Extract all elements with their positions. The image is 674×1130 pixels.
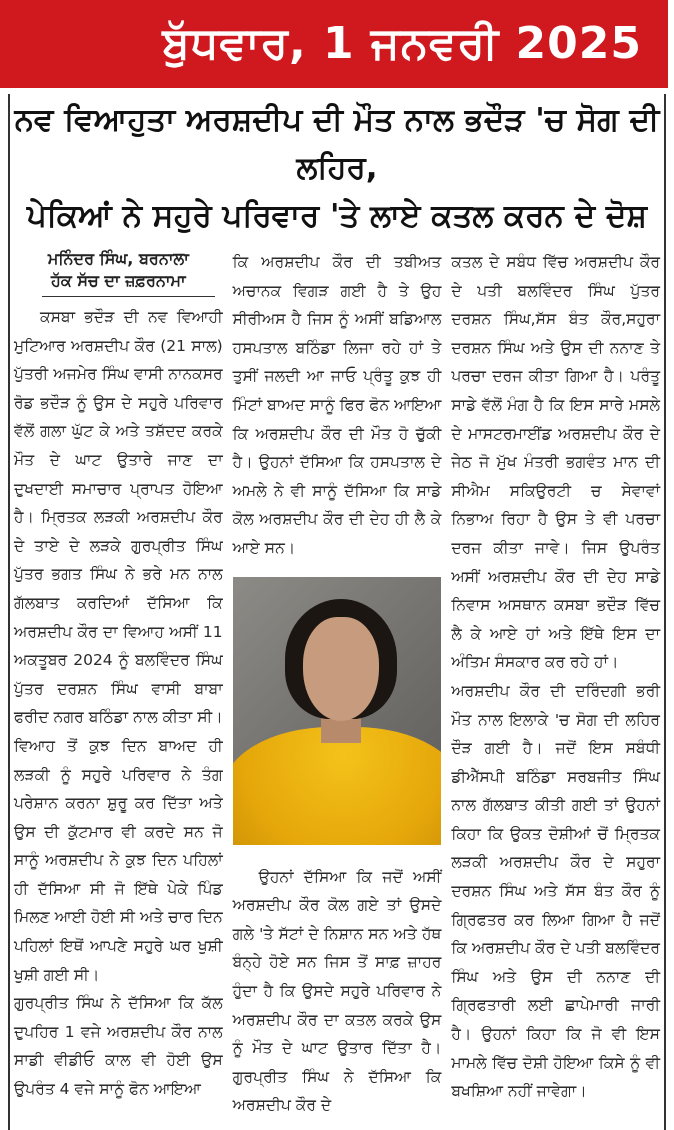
- headline-line-1: ਨਵ ਵਿਆਹੁਤਾ ਅਰਸ਼ਦੀਪ ਦੀ ਮੌਤ ਨਾਲ ਭਦੌੜ 'ਚ ਸੋਗ ਦੀ ਲਹਿਰ,: [14, 102, 660, 186]
- paragraph: ਕਿ ਅਰਸ਼ਦੀਪ ਕੌਰ ਦੀ ਤਬੀਅਤ ਅਚਾਨਕ ਵਿਗੜ ਗਈ ਹੈ ਤੇ ਉਹ ਸੀਰੀਅਸ ਹੈ ਜਿਸ ਨੂੰ ਅਸੀਂ ਬਡਿਆਲ ਹਸਪਤਾਲ ਬਠਿੰਡਾ ਲਿਜਾ ਰਹੇ ਹਾਂ ਤੇ ਤੁਸੀਂ ਜਲਦੀ ਆ ਜਾਓ ਪ੍ਰੰਤੂ ਕੁਝ ਹੀ ਮਿੰਟਾਂ ਬਾਅਦ ਸਾਨੂੰ ਫਿਰ ਫੋਨ ਆਇਆ ਕਿ ਅਰਸ਼ਦੀਪ ਕੌਰ ਦੀ ਮੌਤ ਹੋ ਚੁੱਕੀ ਹੈ। ਉਹਨਾਂ ਦੱਸਿਆ ਕਿ ਹਸਪਤਾਲ ਦੇ ਅਮਲੇ ਨੇ ਵੀ ਸਾਨੂੰ ਦੱਸਿਆ ਕਿ ਸਾਡੇ ਕੋਲ ਅਰਸ਼ਦੀਪ ਕੌਰ ਦੀ ਦੇਹ ਹੀ ਲੈ ਕੇ ਆਏ ਸਨ।: [232, 253, 442, 557]
- paragraph: ਗੁਰਪ੍ਰੀਤ ਸਿੰਘ ਨੇ ਦੱਸਿਆ ਕਿ ਕੱਲ ਦੁਪਹਿਰ 1 ਵਜੇ ਅਰਸ਼ਦੀਪ ਕੌਰ ਨਾਲ ਸਾਡੀ ਵੀਡੀਓ ਕਾਲ ਵੀ ਹੋਈ ਉਸ ਉਪਰੰਤ 4 ਵਜੇ ਸਾਨੂੰ ਫੋਨ ਆਇਆ: [14, 994, 223, 1099]
- paragraph: ਕਸਬਾ ਭਦੌੜ ਦੀ ਨਵ ਵਿਆਹੀ ਮੁਟਿਆਰ ਅਰਸ਼ਦੀਪ ਕੌਰ (21 ਸਾਲ) ਪੁੱਤਰੀ ਅਜਮੇਰ ਸਿੰਘ ਵਾਸੀ ਨਾਨਕਸਰ ਰੋਡ ਭਦੌੜ ਨੂੰ ਉਸ ਦੇ ਸਹੁਰੇ ਪਰਿਵਾਰ ਵੱਲੋਂ ਗਲਾ ਘੁੱਟ ਕੇ ਅਤੇ ਤਸ਼ੱਦਦ ਕਰਕੇ ਮੌਤ ਦੇ ਘਾਟ ਉਤਾਰੇ ਜਾਣ ਦਾ ਦੁਖਦਾਈ ਸਮਾਚਾਰ ਪ੍ਰਾਪਤ ਹੋਇਆ ਹੈ। ਮ੍ਰਿਤਕ ਲੜਕੀ ਅਰਸ਼ਦੀਪ ਕੌਰ ਦੇ ਤਾਏ ਦੇ ਲੜਕੇ ਗੁਰਪ੍ਰੀਤ ਸਿੰਘ ਪੁੱਤਰ ਭਗਤ ਸਿੰਘ ਨੇ ਭਰੇ ਮਨ ਨਾਲ ਗੱਲਬਾਤ ਕਰਦਿਆਂ ਦੱਸਿਆ ਕਿ ਅਰਸ਼ਦੀਪ ਕੌਰ ਦਾ ਵਿਆਹ ਅਸੀਂ 11 ਅਕਤੂਬਰ 2024 ਨੂੰ ਬਲਵਿੰਦਰ ਸਿੰਘ ਪੁੱਤਰ ਦਰਸ਼ਨ ਸਿੰਘ ਵਾਸੀ ਬਾਬਾ ਫਰੀਦ ਨਗਰ ਬਠਿੰਡਾ ਨਾਲ ਕੀਤਾ ਸੀ। ਵਿਆਹ ਤੋਂ ਕੁਝ ਦਿਨ ਬਾਅਦ ਹੀ ਲੜਕੀ ਨੂੰ ਸਹੁਰੇ ਪਰਿਵਾਰ ਨੇ ਤੰਗ ਪਰੇਸ਼ਾਨ ਕਰਨਾ ਸ਼ੁਰੂ ਕਰ ਦਿੱਤਾ ਅਤੇ ਉਸ ਦੀ ਕੁੱਟਮਾਰ ਵੀ ਕਰਦੇ ਸਨ ਜੋ ਸਾਨੂੰ ਅਰਸ਼ਦੀਪ ਨੇ ਕੁਝ ਦਿਨ ਪਹਿਲਾਂ ਹੀ ਦੱਸਿਆ ਸੀ ਜੋ ਇੱਥੇ ਪੇਕੇ ਪਿੰਡ ਮਿਲਣ ਆਈ ਹੋਈ ਸੀ ਅਤੇ ਚਾਰ ਦਿਨ ਪਹਿਲਾਂ ਇਥੋਂ ਆਪਣੇ ਸਹੁਰੇ ਘਰ ਖੁਸ਼ੀ ਖੁਸ਼ੀ ਗਈ ਸੀ।: [14, 308, 223, 984]
- headline-line-2: ਪੇਕਿਆਂ ਨੇ ਸਹੁਰੇ ਪਰਿਵਾਰ 'ਤੇ ਲਾਏ ਕਤਲ ਕਰਨ ਦੇ ਦੋਸ਼: [26, 198, 648, 234]
- headline: [14, 94, 660, 240]
- date-banner: [0, 0, 668, 88]
- article-columns: [14, 248, 660, 1120]
- article-frame: [8, 94, 666, 1130]
- paragraph: ਕਤਲ ਦੇ ਸਬੰਧ ਵਿੱਚ ਅਰਸ਼ਦੀਪ ਕੌਰ ਦੇ ਪਤੀ ਬਲਵਿੰਦਰ ਸਿੰਘ ਪੁੱਤਰ ਦਰਸ਼ਨ ਸਿੰਘ,ਸੱਸ ਬੰਤ ਕੌਰ,ਸਹੁਰਾ ਦਰਸ਼ਨ ਸਿੰਘ ਅਤੇ ਉਸ ਦੀ ਨਨਾਣ ਤੇ ਪਰਚਾ ਦਰਜ ਕੀਤਾ ਗਿਆ ਹੈ। ਪਰੰਤੂ ਸਾਡੇ ਵੱਲੋਂ ਮੰਗ ਹੈ ਕਿ ਇਸ ਸਾਰੇ ਮਸਲੇ ਦੇ ਮਾਸਟਰਮਾਈਂਡ ਅਰਸ਼ਦੀਪ ਕੌਰ ਦੇ ਜੇਠ ਜੋ ਮੁੱਖ ਮੰਤਰੀ ਭਗਵੰਤ ਮਾਨ ਦੀ ਸੀਐਮ ਸਕਿਉਰਟੀ ਚ ਸੇਵਾਵਾਂ ਨਿਭਾਅ ਰਿਹਾ ਹੈ ਉਸ ਤੇ ਵੀ ਪਰਚਾ ਦਰਜ ਕੀਤਾ ਜਾਵੇ। ਜਿਸ ਉਪਰੰਤ ਅਸੀਂ ਅਰਸ਼ਦੀਪ ਕੌਰ ਦੀ ਦੇਹ ਸਾਡੇ ਨਿਵਾਸ ਅਸਥਾਨ ਕਸਬਾ ਭਦੌੜ ਵਿੱਚ ਲੈ ਕੇ ਆਏ ਹਾਂ ਅਤੇ ਇੱਥੇ ਇਸ ਦਾ ਅੰਤਿਮ ਸੰਸਕਾਰ ਕਰ ਰਹੇ ਹਾਂ।: [451, 253, 661, 672]
- byline-author: ਮਨਿੰਦਰ ਸਿੰਘ, ਬਰਨਾਲਾ: [47, 249, 189, 268]
- paragraph: ਅਰਸ਼ਦੀਪ ਕੌਰ ਦੀ ਦਰਿੰਦਗੀ ਭਰੀ ਮੌਤ ਨਾਲ ਇਲਾਕੇ 'ਚ ਸੋਗ ਦੀ ਲਹਿਰ ਦੌੜ ਗਈ ਹੈ। ਜਦੋਂ ਇਸ ਸਬੰਧੀ ਡੀਐੱਸਪੀ ਬਠਿੰਡਾ ਸਰਬਜੀਤ ਸਿੰਘ ਨਾਲ ਗੱਲਬਾਤ ਕੀਤੀ ਗਈ ਤਾਂ ਉਹਨਾਂ ਕਿਹਾ ਕਿ ਉਕਤ ਦੋਸ਼ੀਆਂ ਚੋਂ ਮ੍ਰਿਤਕ ਲੜਕੀ ਅਰਸ਼ਦੀਪ ਕੌਰ ਦੇ ਸਹੁਰਾ ਦਰਸ਼ਨ ਸਿੰਘ ਅਤੇ ਸੱਸ ਬੰਤ ਕੌਰ ਨੂੰ ਗ੍ਰਿਫਤਰ ਕਰ ਲਿਆ ਗਿਆ ਹੈ ਜਦੋਂ ਕਿ ਅਰਸ਼ਦੀਪ ਕੌਰ ਦੇ ਪਤੀ ਬਲਵਿੰਦਰ ਸਿੰਘ ਅਤੇ ਉਸ ਦੀ ਨਨਾਣ ਦੀ ਗ੍ਰਿਫਤਾਰੀ ਲਈ ਛਾਪੇਮਾਰੀ ਜਾਰੀ ਹੈ। ਉਹਨਾਂ ਕਿਹਾ ਕਿ ਜੋ ਵੀ ਇਸ ਮਾਮਲੇ ਵਿੱਚ ਦੋਸ਼ੀ ਹੋਇਆ ਕਿਸੇ ਨੂੰ ਵੀ ਬਖਸ਼ਿਆ ਨਹੀਂ ਜਾਵੇਗਾ।: [451, 681, 661, 1101]
- article-column-1: [14, 248, 223, 1104]
- byline-divider: [42, 296, 215, 297]
- photo-dupatta: [233, 727, 442, 845]
- article-photo: [233, 577, 442, 845]
- article-column-3: [451, 248, 660, 1106]
- paragraph: ਉਹਨਾਂ ਦੱਸਿਆ ਕਿ ਜਦੋਂ ਅਸੀਂ ਅਰਸ਼ਦੀਪ ਕੌਰ ਕੋਲ ਗਏ ਤਾਂ ਉਸਦੇ ਗਲੇ 'ਤੇ ਸੱਟਾਂ ਦੇ ਨਿਸ਼ਾਨ ਸਨ ਅਤੇ ਹੱਥ ਬੰਨ੍ਹੇ ਹੋਏ ਸਨ ਜਿਸ ਤੋਂ ਸਾਫ਼ ਜ਼ਾਹਰ ਹੁੰਦਾ ਹੈ ਕਿ ਉਸਦੇ ਸਹੁਰੇ ਪਰਿਵਾਰ ਨੇ ਅਰਸ਼ਦੀਪ ਕੌਰ ਦਾ ਕਤਲ ਕਰਕੇ ਉਸ ਨੂੰ ਮੌਤ ਦੇ ਘਾਟ ਉਤਾਰ ਦਿੱਤਾ ਹੈ। ਗੁਰਪ੍ਰੀਤ ਸਿੰਘ ਨੇ ਦੱਸਿਆ ਕਿ ਅਰਸ਼ਦੀਪ ਕੌਰ ਦੇ: [232, 867, 442, 1115]
- byline: [14, 248, 223, 292]
- photo-face: [303, 617, 379, 721]
- issue-date: ਬੁੱਧਵਾਰ, 1 ਜਨਵਰੀ 2025: [162, 18, 642, 69]
- byline-tagline: ਹੱਕ ਸੱਚ ਦਾ ਜ਼ਫ਼ਰਨਾਮਾ: [51, 271, 186, 290]
- article-column-2: [233, 248, 442, 1120]
